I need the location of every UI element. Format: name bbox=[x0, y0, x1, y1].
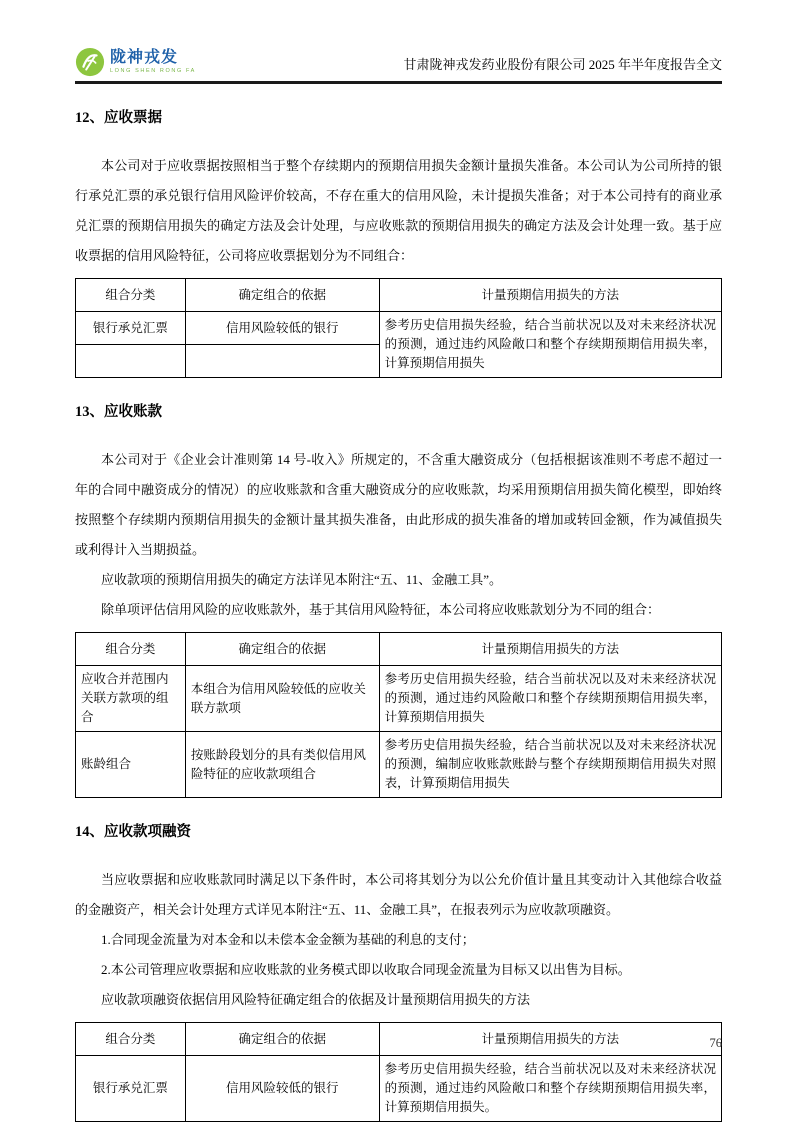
document-title: 甘肃陇神戎发药业股份有限公司 2025 年半年度报告全文 bbox=[403, 57, 722, 72]
col-header-classification: 组合分类 bbox=[76, 1023, 186, 1056]
cell-classification: 应收合并范围内关联方款项的组合 bbox=[76, 666, 186, 732]
table-header-row bbox=[76, 279, 722, 312]
cell-classification: 银行承兑汇票 bbox=[76, 312, 186, 345]
cell-basis: 本组合为信用风险较低的应收关联方款项 bbox=[185, 666, 379, 732]
section-13-accounts-receivable bbox=[75, 400, 722, 798]
receivables-financing-table bbox=[75, 1022, 722, 1122]
list-item: 1.合同现金流量为对本金和以未偿本金金额为基础的利息的支付； bbox=[101, 932, 475, 947]
section-paragraph: 应收款项的预期信用损失的确定方法详见本附注“五、11、金融工具”。 bbox=[101, 572, 503, 587]
logo-mark-icon bbox=[75, 47, 105, 77]
logo-name-en: LONG SHEN RONG FA bbox=[110, 67, 196, 74]
section-12-receivable-notes bbox=[75, 106, 722, 378]
page-header bbox=[75, 0, 722, 77]
section-14-receivables-financing bbox=[75, 820, 722, 1122]
cell-classification: 银行承兑汇票 bbox=[76, 1056, 186, 1122]
cell-basis-empty bbox=[185, 345, 379, 378]
receivable-notes-table bbox=[75, 278, 722, 378]
section-heading: 12、应收票据 bbox=[75, 110, 162, 126]
table-row bbox=[76, 732, 722, 798]
cell-basis: 信用风险较低的银行 bbox=[185, 312, 379, 345]
col-header-method: 计量预期信用损失的方法 bbox=[379, 633, 721, 666]
section-paragraph: 本公司对于应收票据按照相当于整个存续期内的预期信用损失金额计量损失准备。本公司认为公司所持的银行承兑汇票的承兑银行信用风险评价较高，不存在重大的信用风险，未计提损失准备；对于本公司持有的商业承兑汇票的预期信用损失的确定方法及会计处理，与应收账款的预期信用损失的确定方法及会计处理一致。基于应收票据的信用风险特征，公司将应收票据划分为不同组合： bbox=[75, 158, 722, 263]
logo-name-cn: 陇神戎发 bbox=[110, 48, 179, 66]
table-row bbox=[76, 312, 722, 345]
table-header-row bbox=[76, 1023, 722, 1056]
col-header-basis: 确定组合的依据 bbox=[185, 279, 379, 312]
cell-method: 参考历史信用损失经验，结合当前状况以及对未来经济状况的预测，编制应收账款账龄与整个存续期预期信用损失对照表，计算预期信用损失 bbox=[379, 732, 721, 798]
list-item: 2.本公司管理应收票据和应收账款的业务模式即以收取合同现金流量为目标又以出售为目标。 bbox=[101, 962, 631, 977]
page-number: 76 bbox=[709, 1036, 722, 1050]
section-paragraph: 除单项评估信用风险的应收账款外，基于其信用风险特征，本公司将应收账款划分为不同的组合： bbox=[101, 602, 661, 617]
header-divider bbox=[75, 81, 722, 84]
table-row bbox=[76, 666, 722, 732]
cell-method: 参考历史信用损失经验，结合当前状况以及对未来经济状况的预测，通过违约风险敞口和整个存续期预期信用损失率，计算预期信用损失 bbox=[379, 666, 721, 732]
section-heading: 14、应收款项融资 bbox=[75, 824, 191, 840]
table-row bbox=[76, 1056, 722, 1122]
accounts-receivable-table bbox=[75, 632, 722, 798]
col-header-basis: 确定组合的依据 bbox=[185, 1023, 379, 1056]
section-heading: 13、应收账款 bbox=[75, 404, 162, 420]
col-header-classification: 组合分类 bbox=[76, 633, 186, 666]
cell-basis: 按账龄段划分的具有类似信用风险特征的应收款项组合 bbox=[185, 732, 379, 798]
logo-text bbox=[110, 50, 196, 75]
col-header-method: 计量预期信用损失的方法 bbox=[379, 279, 721, 312]
cell-basis: 信用风险较低的银行 bbox=[185, 1056, 379, 1122]
cell-classification-empty bbox=[76, 345, 186, 378]
table-header-row bbox=[76, 633, 722, 666]
section-paragraph: 应收款项融资依据信用风险特征确定组合的依据及计量预期信用损失的方法 bbox=[101, 992, 531, 1007]
company-logo bbox=[75, 47, 196, 77]
col-header-method: 计量预期信用损失的方法 bbox=[379, 1023, 721, 1056]
section-paragraph: 本公司对于《企业会计准则第 14 号-收入》所规定的，不含重大融资成分（包括根据该准则不考虑不超过一年的合同中融资成分的情况）的应收账款和含重大融资成分的应收账款，均采用预期信用损失简化模型，即始终按照整个存续期内预期信用损失的金额计量其损失准备，由此形成的损失准备的增加或转回金额，作为减值损失或利得计入当期损益。 bbox=[75, 452, 722, 557]
cell-method: 参考历史信用损失经验，结合当前状况以及对未来经济状况的预测，通过违约风险敞口和整个存续期预期信用损失率，计算预期信用损失 bbox=[379, 312, 721, 378]
cell-method: 参考历史信用损失经验，结合当前状况以及对未来经济状况的预测，通过违约风险敞口和整个存续期预期信用损失率，计算预期信用损失。 bbox=[379, 1056, 721, 1122]
section-paragraph: 当应收票据和应收账款同时满足以下条件时，本公司将其划分为以公允价值计量且其变动计入其他综合收益的金融资产，相关会计处理方式详见本附注“五、11、金融工具”，在报表列示为应收款项融资。 bbox=[75, 872, 722, 917]
col-header-classification: 组合分类 bbox=[76, 279, 186, 312]
cell-classification: 账龄组合 bbox=[76, 732, 186, 798]
col-header-basis: 确定组合的依据 bbox=[185, 633, 379, 666]
